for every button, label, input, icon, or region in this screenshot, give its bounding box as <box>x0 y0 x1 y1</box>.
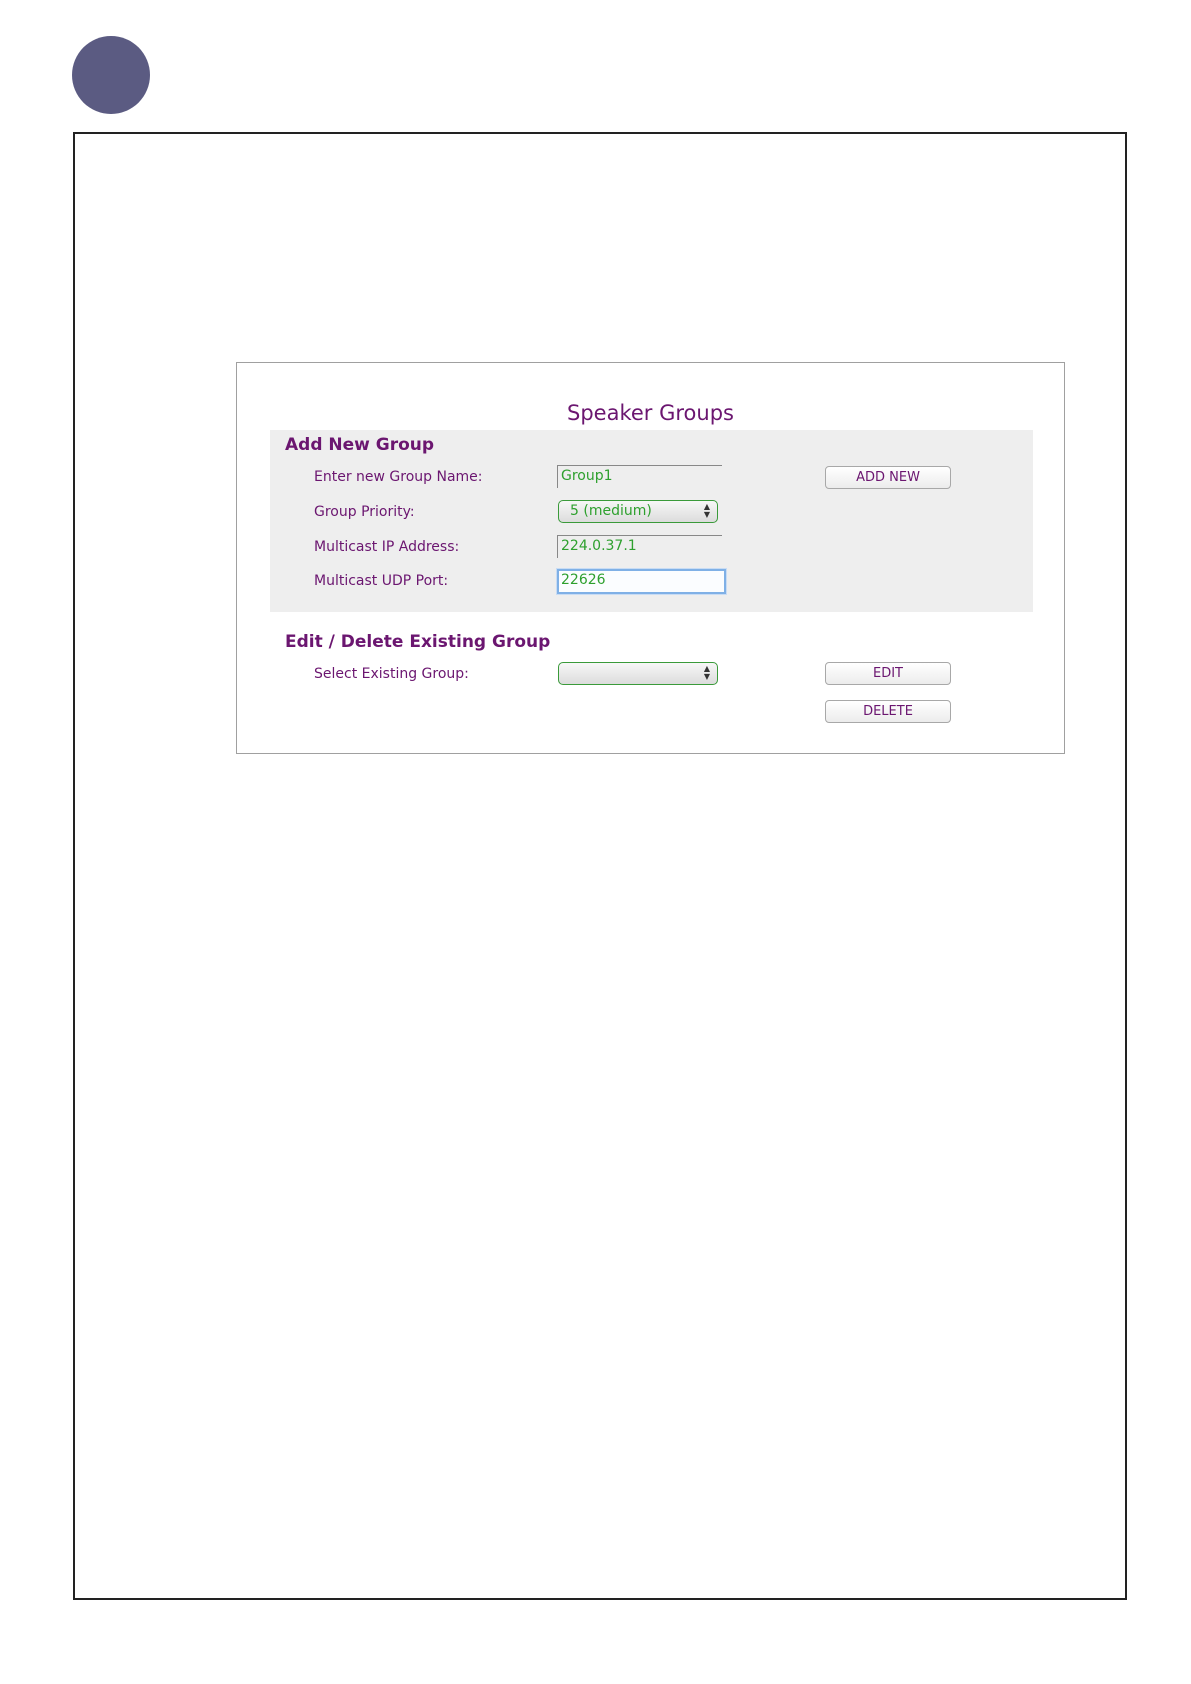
multicast-port-label: Multicast UDP Port: <box>314 573 449 589</box>
add-group-heading: Add New Group <box>285 435 435 455</box>
group-priority-value: 5 (medium) <box>570 503 652 519</box>
page-title: Speaker Groups <box>567 401 734 425</box>
speaker-groups-window <box>236 362 1065 754</box>
section-badge <box>72 36 150 114</box>
multicast-port-input[interactable]: 22626 <box>557 569 726 594</box>
multicast-ip-input[interactable]: 224.0.37.1 <box>557 535 722 558</box>
existing-group-select[interactable] <box>558 662 718 685</box>
group-name-label: Enter new Group Name: <box>314 469 483 485</box>
select-arrows-icon: ▲ ▼ <box>703 502 710 519</box>
multicast-ip-label: Multicast IP Address: <box>314 539 460 555</box>
group-name-input[interactable]: Group1 <box>557 465 722 488</box>
add-new-button[interactable]: ADD NEW <box>825 466 951 489</box>
page-frame <box>73 132 1127 1600</box>
select-group-label: Select Existing Group: <box>314 666 469 682</box>
delete-button[interactable]: DELETE <box>825 700 951 723</box>
select-arrows-icon: ▲ ▼ <box>703 664 710 681</box>
edit-button[interactable]: EDIT <box>825 662 951 685</box>
group-priority-select[interactable] <box>558 500 718 523</box>
group-priority-label: Group Priority: <box>314 504 415 520</box>
edit-group-heading: Edit / Delete Existing Group <box>285 632 551 652</box>
